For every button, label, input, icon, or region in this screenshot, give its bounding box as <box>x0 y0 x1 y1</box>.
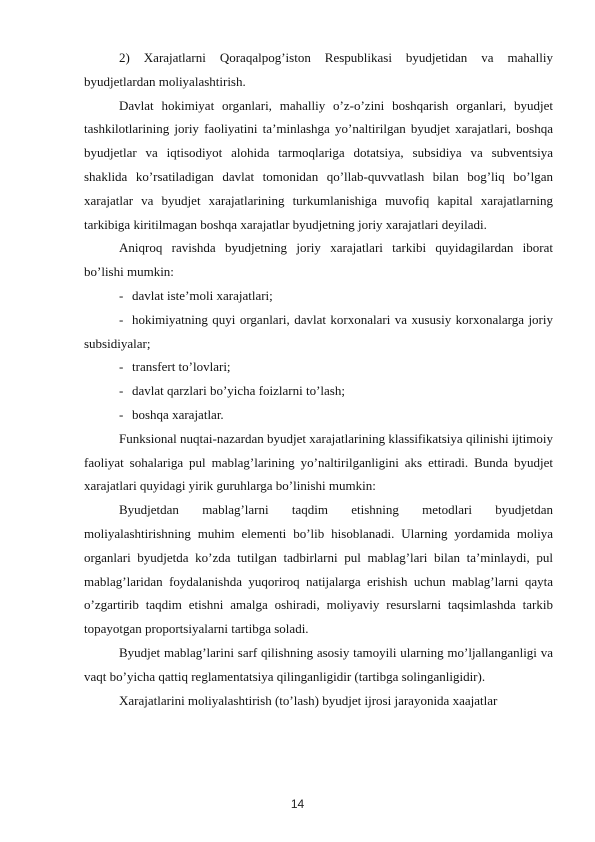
list-item-text: transfert to’lovlari; <box>132 359 231 375</box>
page-body <box>84 46 553 712</box>
list-dash: - <box>119 359 124 375</box>
list-item <box>84 284 553 308</box>
list-dash: - <box>119 311 124 327</box>
list-dash: - <box>119 287 124 303</box>
paragraph-functional-classification: Funksional nuqtai-nazardan byudjet xarajatlarining klassifikatsiya qilinishi ijtimoiy faoliyat sohalariga pul mablag’larining yo’naltirilganligini aks ettiradi. Bunda byudjet xarajatlari quyidagi yirik guruhlarga bo’linishi mumkin: <box>84 430 553 494</box>
list-item-text: davlat qarzlari bo’yicha foizlarni to’lash; <box>132 383 345 399</box>
list-item <box>84 308 553 356</box>
list-item-text: davlat iste’moli xarajatlari; <box>132 287 273 303</box>
paragraph-spending-principle: Byudjet mablag’larini sarf qilishning asosiy tamoyili ularning mo’ljallanganligi va vaqt bo’yicha qattiq reglamentatsiya qilinganligidir (tartibga solinganligidir). <box>84 644 553 684</box>
list-item <box>84 403 553 427</box>
list-item <box>84 355 553 379</box>
list-item-text: boshqa xarajatlar. <box>132 406 224 422</box>
paragraph-current-expenses-definition: Davlat hokimiyat organlari, mahalliy o’z-o’zini boshqarish organlari, byudjet tashkilotlarining joriy faoliyatini ta’minlashga yo’naltirilgan byudjet xarajatlari, boshqa byudjetlar va iqtisodiyot alohida tarmoqlariga dotatsiya, subsidiya va subventsiya shaklida ko’rsatiladigan davlat tomonidan qo’llab-quvvatlash bilan bog’liq bo’lgan xarajatlar va byudjet xarajatlarining turkumlanishiga muvofiq kapital xarajatlarning tarkibiga kiritilmagan boshqa xarajatlar byudjetning joriy xarajatlari deyiladi. <box>84 97 553 232</box>
paragraph-expense-financing: Xarajatlarini moliyalashtirish (to’lash) byudjet ijrosi jarayonida xaajatlar <box>119 692 498 708</box>
list-dash: - <box>119 383 124 399</box>
paragraph-funding-sources: 2) Xarajatlarni Qoraqalpog’iston Respublikasi byudjetidan va mahalliy byudjetlardan moliyalashtirish. <box>84 50 553 89</box>
paragraph-funding-methods: Byudjetdan mablag’larni taqdim etishning metodlari byudjetdan moliyalashtirishning muhim elementi bo’lib hisoblanadi. Ularning yordamida moliya organlari byudjetda ko’zda tutilgan tadbirlarni pul mablag’lari bilan ta’minlaydi, pul mablag’laridan foydalanishda yuqoriroq natijalarga erishish uchun mablag’larni qayta o’zgartirib taqdim etishni amalga oshiradi, moliyaviy resurslarni taqsimlashda tarkib topayotgan proportsiyalarni tartibga soladi. <box>84 502 553 637</box>
page-number: 14 <box>290 797 305 811</box>
paragraph-current-expenses-structure: Aniqroq ravishda byudjetning joriy xarajatlari tarkibi quyidagilardan iborat bo’lishi mumkin: <box>84 240 553 280</box>
list-item-text: hokimiyatning quyi organlari, davlat korxonalari va xususiy korxonalarga joriy subsidiyalar; <box>84 311 553 351</box>
list-item <box>84 379 553 403</box>
list-dash: - <box>119 406 124 422</box>
